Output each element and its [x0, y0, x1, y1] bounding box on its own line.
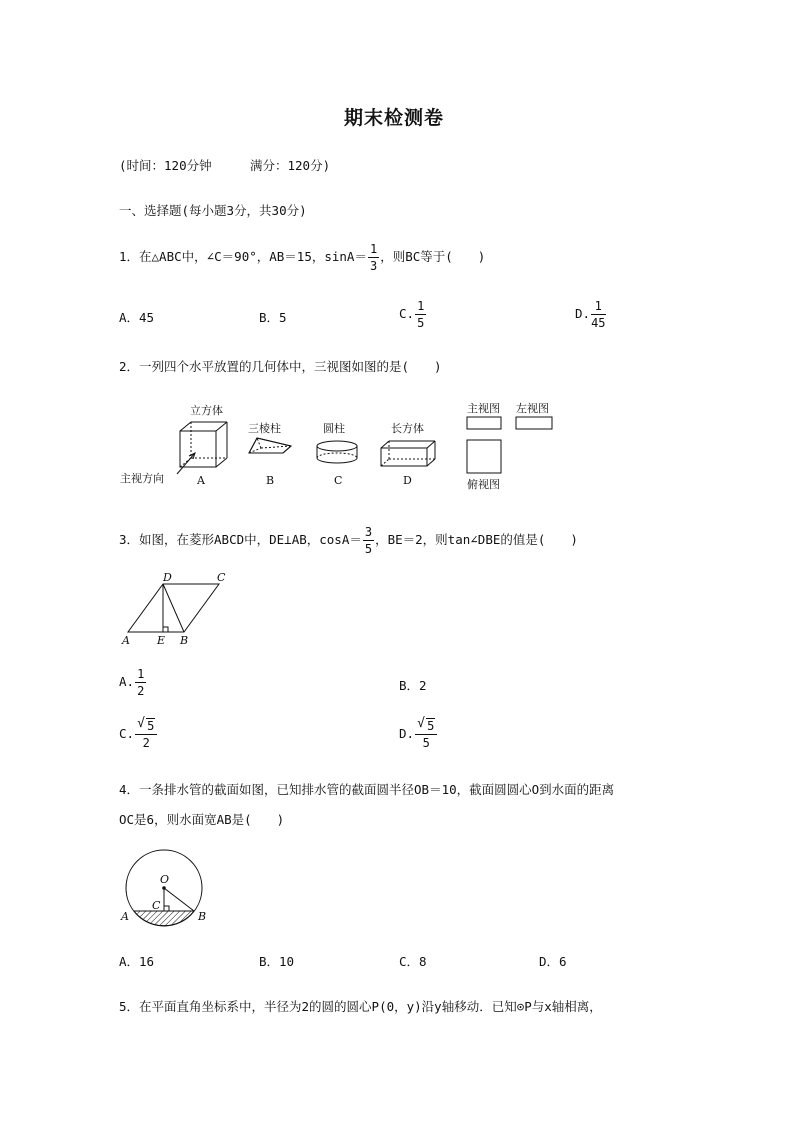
- point-c: C: [217, 571, 226, 584]
- q3-option-b: B．2: [399, 678, 427, 693]
- q3-a-num: 1: [137, 667, 145, 681]
- q1-fraction: [368, 243, 379, 272]
- center-point: [162, 886, 166, 890]
- q3-option-c-fraction: [135, 720, 157, 749]
- q3-d-den: 5: [422, 736, 430, 750]
- q3-option-c: [119, 720, 158, 749]
- left-view-rect: [516, 417, 552, 429]
- sqrt-icon: [417, 720, 435, 732]
- label-front-view: 主视图: [467, 402, 500, 415]
- q1-option-c: [399, 300, 427, 329]
- q1-d-den: 45: [591, 316, 606, 330]
- q3-a-den: 2: [137, 684, 145, 698]
- q3-fraction: [363, 526, 374, 555]
- q1-c-den: 5: [417, 316, 425, 330]
- point-a: A: [121, 910, 129, 923]
- label-left-view: 左视图: [516, 402, 549, 415]
- label-b: B: [266, 474, 275, 487]
- q1-numerator: 1: [369, 242, 378, 256]
- front-view-rect: [467, 417, 501, 429]
- time-info: (时间：120分钟: [119, 158, 212, 173]
- q1-option-d-fraction: [591, 300, 605, 329]
- q3-numerator: 3: [364, 525, 373, 539]
- question-5: 5．在平面直角坐标系中，半径为2的圆的圆心P(0，y)沿y轴移动．已知⊙P与x轴相离，: [119, 999, 602, 1014]
- label-d: D: [403, 474, 412, 487]
- question-3: [119, 526, 578, 555]
- question-1: [119, 243, 485, 272]
- question-4-line-2: OC是6，则水面宽AB是( ): [119, 812, 285, 827]
- label-c: C: [334, 474, 343, 487]
- question-4-line-1: 4．一条排水管的截面如图，已知排水管的截面圆半径OB＝10，截面圆圆心O到水面的距离: [119, 782, 615, 797]
- q1-stem: 1．在△ABC中，∠C＝90°，AB＝15，sinA＝: [119, 249, 367, 264]
- q3-denominator: 5: [364, 542, 373, 556]
- q3-d-radicand: 5: [427, 719, 435, 733]
- question-2: 2．一列四个水平放置的几何体中，三视图如图的是( ): [119, 359, 442, 374]
- q3-stem: 3．如图，在菱形ABCD中，DE⊥AB，cosA＝: [119, 532, 362, 547]
- q4-option-b: B．10: [259, 954, 295, 969]
- label-top-view: 俯视图: [467, 478, 500, 491]
- q1-option-d: [575, 300, 607, 329]
- sqrt-icon: [137, 720, 155, 732]
- q1-tail: ，则BC等于( ): [380, 249, 486, 264]
- q3-c-radicand: 5: [147, 719, 155, 733]
- top-view-rect: [467, 440, 501, 473]
- label-front-direction: 主视方向: [120, 472, 164, 485]
- point-e: E: [157, 634, 166, 647]
- point-d: D: [163, 571, 172, 584]
- point-o: O: [160, 873, 170, 886]
- label-cube: 立方体: [190, 404, 223, 417]
- q3-tail: ，BE＝2，则tan∠DBE的值是( ): [375, 532, 578, 547]
- q3-option-c-label: C.: [119, 726, 135, 741]
- point-b: B: [198, 910, 207, 923]
- q4-option-d: D．6: [539, 954, 567, 969]
- water-region: [134, 911, 194, 926]
- page-title: 期末检测卷: [344, 107, 445, 129]
- q1-d-num: 1: [591, 300, 605, 315]
- q3-option-a: [119, 668, 147, 697]
- q1-option-c-label: C.: [399, 306, 415, 321]
- point-a: A: [122, 634, 130, 647]
- q3-option-d-fraction: [415, 720, 437, 749]
- q3-option-a-fraction: [135, 668, 146, 697]
- q1-c-num: 1: [417, 299, 425, 313]
- q1-denominator: 3: [369, 259, 378, 273]
- section-heading: 一、选择题(每小题3分，共30分): [119, 203, 307, 218]
- point-b: B: [180, 634, 189, 647]
- label-prism: 三棱柱: [248, 422, 281, 435]
- point-c: C: [152, 899, 161, 912]
- cube-shape: [180, 422, 227, 467]
- q3-option-d-label: D.: [399, 726, 415, 741]
- label-cylinder: 圆柱: [323, 422, 345, 435]
- q3-option-d: [399, 720, 438, 749]
- prism-shape: [249, 438, 291, 453]
- q1-option-d-label: D.: [575, 306, 591, 321]
- q1-option-a: A．45: [119, 310, 155, 325]
- q1-option-b: B．5: [259, 310, 287, 325]
- q4-option-a: A．16: [119, 954, 155, 969]
- label-a: A: [197, 474, 205, 487]
- score-info: 满分：120分): [250, 158, 331, 173]
- q3-c-den: 2: [142, 736, 150, 750]
- q1-option-c-fraction: [415, 300, 426, 329]
- label-box: 长方体: [391, 422, 424, 435]
- q4-option-c: C．8: [399, 954, 427, 969]
- pipe-figure: [116, 850, 216, 932]
- q3-option-a-label: A.: [119, 674, 135, 689]
- cylinder-shape: [317, 441, 357, 463]
- cuboid-shape: [381, 441, 435, 466]
- q2-figure: [115, 398, 549, 498]
- rhombus-figure: [118, 570, 238, 650]
